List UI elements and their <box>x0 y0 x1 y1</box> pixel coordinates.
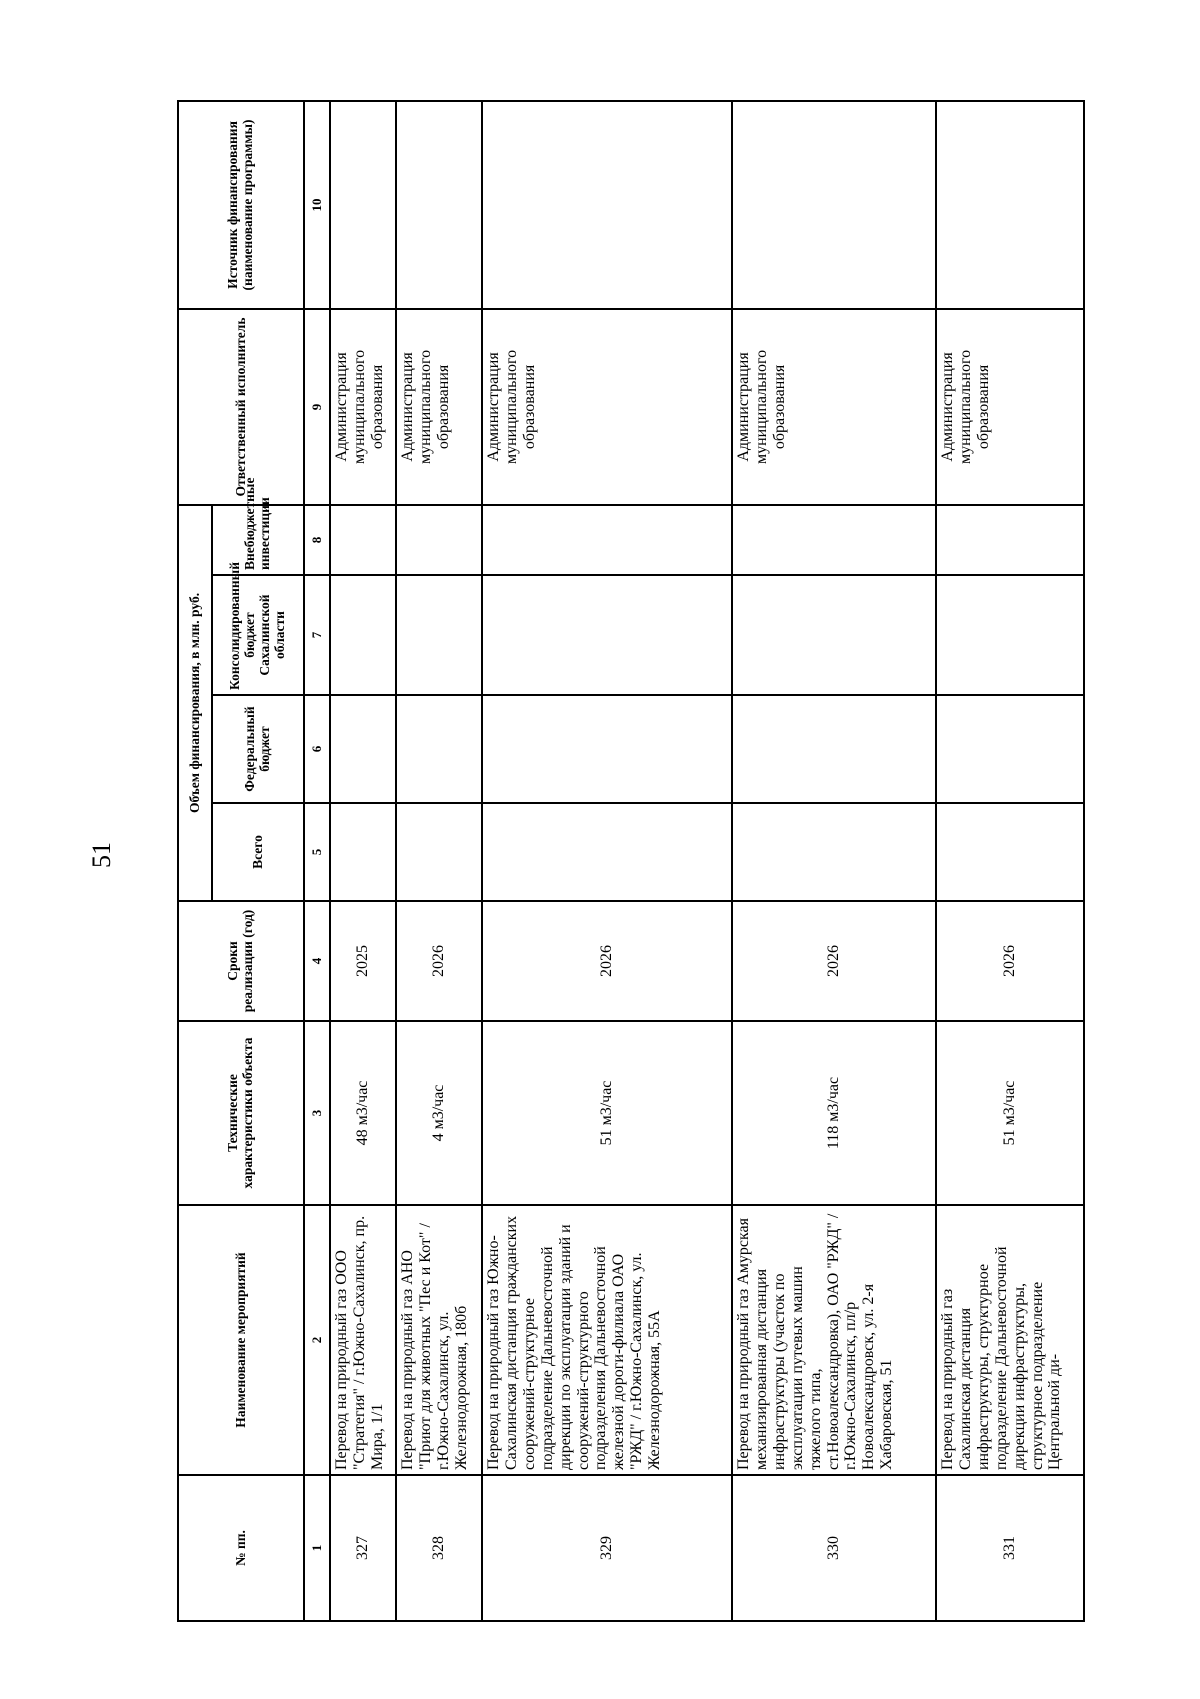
tech-spec: 118 м3/час <box>732 1021 936 1205</box>
executor: Администрация муниципального образования <box>330 309 396 505</box>
term-year: 2026 <box>482 901 732 1021</box>
column-number: 4 <box>304 901 330 1021</box>
column-number: 9 <box>304 309 330 505</box>
column-number: 6 <box>304 695 330 803</box>
federal-amount <box>936 695 1084 803</box>
term-year: 2026 <box>732 901 936 1021</box>
header-regional: Консолидированный бюджет Сахалинской области <box>212 575 304 695</box>
regional-amount <box>482 575 732 695</box>
regional-amount <box>936 575 1084 695</box>
header-tech: Технические характеристики объекта <box>178 1021 304 1205</box>
total-amount <box>330 803 396 901</box>
federal-amount <box>482 695 732 803</box>
financing-source <box>396 101 482 309</box>
executor: Администрация муниципального образования <box>936 309 1084 505</box>
column-number: 2 <box>304 1205 330 1475</box>
extra-amount <box>936 505 1084 575</box>
tech-spec: 4 м3/час <box>396 1021 482 1205</box>
term-year: 2026 <box>396 901 482 1021</box>
executor: Администрация муниципального образования <box>482 309 732 505</box>
measure-name: Перевод на природный газ Сахалинская дистанция инфраструктуры, структурное подразделение Дальневосточной дирекции инфраструктуры, структурное подразделение Центральной ди- <box>936 1205 1084 1475</box>
column-number: 10 <box>304 101 330 309</box>
measure-name: Перевод на природный газ АНО "Приют для животных "Пес и Кот" / г.Южно-Сахалинск, ул. Железнодорожная, 180б <box>396 1205 482 1475</box>
total-amount <box>482 803 732 901</box>
financing-source <box>330 101 396 309</box>
header-source: Источник финансирования (наименование программы) <box>178 101 304 309</box>
term-year: 2025 <box>330 901 396 1021</box>
total-amount <box>936 803 1084 901</box>
extra-amount <box>732 505 936 575</box>
header-extra: Внебюджетные инвестиции <box>212 505 304 575</box>
extra-amount <box>482 505 732 575</box>
measure-name: Перевод на природный газ Амурская механизированная дистанция инфраструктуры (участок по эксплуатации путевых машин тяжелого типа, ст.Новоалександровка), ОАО "РЖД" / г.Южно-Сахалинск, пл/р Новоалександровск, ул. 2-я Хабаровская, 51 <box>732 1205 936 1475</box>
regional-amount <box>396 575 482 695</box>
table-row <box>396 101 482 1621</box>
column-number: 7 <box>304 575 330 695</box>
financing-source <box>936 101 1084 309</box>
column-number: 5 <box>304 803 330 901</box>
tech-spec: 51 м3/час <box>482 1021 732 1205</box>
row-number: 327 <box>330 1475 396 1621</box>
row-number: 330 <box>732 1475 936 1621</box>
header-executor: Ответственный исполнитель <box>178 309 304 505</box>
table-row <box>732 101 936 1621</box>
measure-name: Перевод на природный газ Южно-Сахалинская дистанция гражданских сооружений-структурное подразделение Дальневосточной дирекции по эксплуатации зданий и сооружений-структурного подразделения Дальневосточной железной дороги-филиала ОАО "РЖД" / г.Южно-Сахалинск, ул. Железнодорожная, 55А <box>482 1205 732 1475</box>
rotated-table-area <box>177 102 1083 1622</box>
measure-name: Перевод на природный газ ООО "Стратегия" / г.Южно-Сахалинск, пр. Мира, 1/1 <box>330 1205 396 1475</box>
table-row <box>936 101 1084 1621</box>
header-name: Наименование мероприятий <box>178 1205 304 1475</box>
regional-amount <box>330 575 396 695</box>
extra-amount <box>396 505 482 575</box>
federal-amount <box>396 695 482 803</box>
tech-spec: 48 м3/час <box>330 1021 396 1205</box>
term-year: 2026 <box>936 901 1084 1021</box>
table-row <box>482 101 732 1621</box>
column-number: 1 <box>304 1475 330 1621</box>
executor: Администрация муниципального образования <box>396 309 482 505</box>
total-amount <box>396 803 482 901</box>
regional-amount <box>732 575 936 695</box>
executor: Администрация муниципального образования <box>732 309 936 505</box>
row-number: 331 <box>936 1475 1084 1621</box>
financing-table <box>177 100 1085 1622</box>
header-term: Сроки реализации (год) <box>178 901 304 1021</box>
page-number: 51 <box>87 842 116 868</box>
tech-spec: 51 м3/час <box>936 1021 1084 1205</box>
column-number: 3 <box>304 1021 330 1205</box>
column-number-row <box>304 101 330 1621</box>
header-num: № пп. <box>178 1475 304 1621</box>
header-total: Всего <box>212 803 304 901</box>
extra-amount <box>330 505 396 575</box>
row-number: 328 <box>396 1475 482 1621</box>
table-row <box>330 101 396 1621</box>
column-number: 8 <box>304 505 330 575</box>
header-volume: Объем финансирования, в млн. руб. <box>178 505 212 901</box>
total-amount <box>732 803 936 901</box>
financing-source <box>732 101 936 309</box>
row-number: 329 <box>482 1475 732 1621</box>
financing-source <box>482 101 732 309</box>
federal-amount <box>330 695 396 803</box>
federal-amount <box>732 695 936 803</box>
header-federal: Федеральный бюджет <box>212 695 304 803</box>
